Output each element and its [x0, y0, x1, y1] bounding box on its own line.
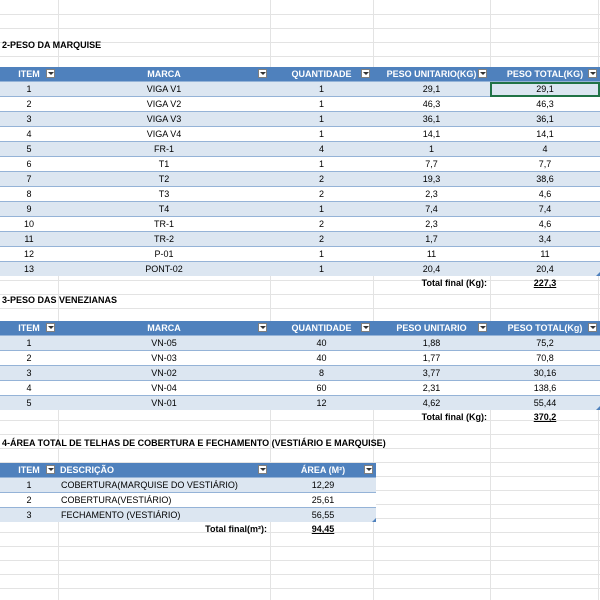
cell-item[interactable]: 7	[0, 172, 58, 187]
cell-peso-total[interactable]: 4,6	[490, 217, 600, 232]
cell-item[interactable]: 5	[0, 396, 58, 411]
table-resize-handle[interactable]	[372, 518, 376, 522]
cell-quantidade[interactable]: 4	[270, 142, 373, 157]
cell-peso-total[interactable]: 14,1	[490, 127, 600, 142]
cell-quantidade[interactable]: 1	[270, 262, 373, 277]
cell-peso-unitario[interactable]: 14,1	[373, 127, 490, 142]
cell-peso-unitario[interactable]: 7,4	[373, 202, 490, 217]
cell-peso-total[interactable]: 3,4	[490, 232, 600, 247]
filter-dropdown-icon[interactable]	[364, 465, 373, 474]
cell-marca[interactable]: T3	[58, 187, 270, 202]
cell-marca[interactable]: FR-1	[58, 142, 270, 157]
filter-dropdown-icon[interactable]	[478, 323, 487, 332]
cell-peso-unitario[interactable]: 20,4	[373, 262, 490, 277]
table-row	[0, 202, 600, 217]
cell-peso-unitario[interactable]: 2,3	[373, 217, 490, 232]
cell-item[interactable]: 2	[0, 351, 58, 366]
cell-item[interactable]: 2	[0, 493, 58, 508]
cell-peso-total[interactable]: 36,1	[490, 112, 600, 127]
table-row	[0, 366, 600, 381]
empty-cell[interactable]	[58, 276, 270, 290]
col-header-item[interactable]: ITEM	[0, 463, 58, 478]
table-row	[0, 478, 376, 493]
filter-dropdown-icon[interactable]	[478, 69, 487, 78]
cell-marca[interactable]: VN-02	[58, 366, 270, 381]
cell-quantidade[interactable]: 1	[270, 247, 373, 262]
total-value[interactable]: 227,3	[533, 278, 557, 288]
cell-peso-unitario[interactable]: 4,62	[373, 396, 490, 411]
table-row	[0, 262, 600, 277]
col-header-marca[interactable]: MARCA	[58, 321, 270, 336]
cell-peso-total[interactable]: 11	[490, 247, 600, 262]
header-row	[0, 463, 376, 478]
filter-dropdown-icon[interactable]	[588, 323, 597, 332]
cell-descricao[interactable]: FECHAMENTO (VESTIÁRIO)	[58, 508, 270, 523]
table-resize-handle[interactable]	[596, 406, 600, 410]
col-header-peso-total[interactable]: PESO TOTAL(KG)	[490, 67, 600, 82]
cell-peso-total[interactable]: 4,6	[490, 187, 600, 202]
cell-item[interactable]: 6	[0, 157, 58, 172]
cell-marca[interactable]: T2	[58, 172, 270, 187]
cell-marca[interactable]: VIGA V4	[58, 127, 270, 142]
cell-descricao[interactable]: COBERTURA(VESTIÁRIO)	[58, 493, 270, 508]
col-header-item[interactable]: ITEM	[0, 321, 58, 336]
filter-dropdown-icon[interactable]	[46, 465, 55, 474]
empty-cell[interactable]	[0, 410, 58, 424]
cell-peso-total[interactable]: 138,6	[490, 381, 600, 396]
filter-dropdown-icon[interactable]	[258, 465, 267, 474]
filter-dropdown-icon[interactable]	[258, 69, 267, 78]
table-row	[0, 97, 600, 112]
col-header-peso-total[interactable]: PESO TOTAL(Kg)	[490, 321, 600, 336]
cell-quantidade[interactable]: 2	[270, 232, 373, 247]
cell-marca[interactable]: VIGA V2	[58, 97, 270, 112]
cell-item[interactable]: 4	[0, 381, 58, 396]
filter-dropdown-icon[interactable]	[258, 323, 267, 332]
table-venezianas	[0, 321, 600, 424]
cell-marca[interactable]: T4	[58, 202, 270, 217]
total-value[interactable]: 370,2	[533, 412, 557, 422]
empty-cell[interactable]	[0, 522, 58, 536]
table-row	[0, 187, 600, 202]
cell-peso-unitario[interactable]: 1,88	[373, 336, 490, 351]
cell-item[interactable]: 11	[0, 232, 58, 247]
section-title-venezianas: 3-PESO DAS VENEZIANAS	[2, 295, 118, 305]
col-header-peso-unitario[interactable]: PESO UNITARIO(KG)	[373, 67, 490, 82]
table-row	[0, 112, 600, 127]
cell-item[interactable]: 13	[0, 262, 58, 277]
cell-item[interactable]: 8	[0, 187, 58, 202]
cell-peso-unitario[interactable]: 46,3	[373, 97, 490, 112]
cell-peso-unitario[interactable]: 1,7	[373, 232, 490, 247]
cell-item[interactable]: 3	[0, 508, 58, 523]
cell-peso-unitario[interactable]: 2,31	[373, 381, 490, 396]
table-row	[0, 232, 600, 247]
total-row	[0, 410, 600, 424]
cell-peso-total[interactable]: 20,4	[490, 262, 600, 277]
cell-quantidade[interactable]: 2	[270, 187, 373, 202]
cell-peso-unitario[interactable]: 1,77	[373, 351, 490, 366]
col-header-descricao[interactable]: DESCRIÇÃO	[58, 463, 270, 478]
header-row	[0, 321, 600, 336]
filter-dropdown-icon[interactable]	[46, 69, 55, 78]
cell-marca[interactable]: VN-03	[58, 351, 270, 366]
cell-item[interactable]: 5	[0, 142, 58, 157]
table-row	[0, 351, 600, 366]
cell-quantidade[interactable]: 1	[270, 157, 373, 172]
cell-peso-unitario[interactable]: 7,7	[373, 157, 490, 172]
empty-cell[interactable]	[270, 410, 373, 424]
table-row	[0, 127, 600, 142]
table-marquise	[0, 67, 600, 290]
cell-peso-total[interactable]: 7,7	[490, 157, 600, 172]
cell-peso-total[interactable]: 70,8	[490, 351, 600, 366]
table-row	[0, 172, 600, 187]
cell-marca[interactable]: TR-1	[58, 217, 270, 232]
col-header-quantidade[interactable]: QUANTIDADE	[270, 321, 373, 336]
cell-peso-total[interactable]: 4	[490, 142, 600, 157]
empty-cell[interactable]	[0, 276, 58, 290]
table-row	[0, 82, 600, 97]
cell-marca[interactable]: TR-2	[58, 232, 270, 247]
cell-item[interactable]: 2	[0, 97, 58, 112]
col-header-area[interactable]: ÁREA (M²)	[270, 463, 376, 478]
cell-item[interactable]: 9	[0, 202, 58, 217]
cell-peso-unitario[interactable]: 19,3	[373, 172, 490, 187]
col-header-peso-unitario[interactable]: PESO UNITARIO	[373, 321, 490, 336]
table-telhas	[0, 463, 376, 536]
col-header-item[interactable]: ITEM	[0, 67, 58, 82]
filter-dropdown-icon[interactable]	[46, 323, 55, 332]
cell-peso-total[interactable]: 30,16	[490, 366, 600, 381]
cell-quantidade[interactable]: 2	[270, 217, 373, 232]
cell-quantidade[interactable]: 1	[270, 202, 373, 217]
cell-peso-total[interactable]: 75,2	[490, 336, 600, 351]
empty-cell[interactable]	[58, 410, 270, 424]
cell-area[interactable]: 12,29	[270, 478, 376, 493]
cell-marca[interactable]: VN-05	[58, 336, 270, 351]
cell-peso-unitario[interactable]: 2,3	[373, 187, 490, 202]
total-value[interactable]: 94,45	[311, 524, 335, 534]
empty-cell[interactable]	[270, 276, 373, 290]
table-row	[0, 142, 600, 157]
cell-marca[interactable]: VIGA V1	[58, 82, 270, 97]
cell-marca[interactable]: VN-04	[58, 381, 270, 396]
table-resize-handle[interactable]	[596, 272, 600, 276]
cell-item[interactable]: 3	[0, 366, 58, 381]
cell-marca[interactable]: PONT-02	[58, 262, 270, 277]
total-label: Total final (Kg):	[421, 412, 487, 422]
cell-peso-total[interactable]: 7,4	[490, 202, 600, 217]
cell-item[interactable]: 1	[0, 336, 58, 351]
cell-quantidade[interactable]: 1	[270, 127, 373, 142]
col-header-marca[interactable]: MARCA	[58, 67, 270, 82]
cell-peso-total[interactable]: 55,44	[490, 396, 600, 411]
cell-peso-total[interactable]: 38,6	[490, 172, 600, 187]
table-row	[0, 396, 600, 411]
cell-descricao[interactable]: COBERTURA(MARQUISE DO VESTIÁRIO)	[58, 478, 270, 493]
cell-marca[interactable]: P-01	[58, 247, 270, 262]
cell-quantidade[interactable]: 40	[270, 336, 373, 351]
cell-quantidade[interactable]: 40	[270, 351, 373, 366]
section-title-telhas: 4-ÁREA TOTAL DE TELHAS DE COBERTURA E FECHAMENTO (VESTIÁRIO E MARQUISE)	[2, 438, 386, 448]
total-row	[0, 276, 600, 290]
section-title-marquise: 2-PESO DA MARQUISE	[2, 40, 102, 50]
cell-item[interactable]: 4	[0, 127, 58, 142]
table-row	[0, 508, 376, 523]
total-label: Total final (Kg):	[421, 278, 487, 288]
cell-quantidade[interactable]: 1	[270, 82, 373, 97]
col-header-quantidade[interactable]: QUANTIDADE	[270, 67, 373, 82]
total-label: Total final(m²):	[205, 524, 267, 534]
cell-peso-unitario[interactable]: 1	[373, 142, 490, 157]
header-row	[0, 67, 600, 82]
cell-quantidade[interactable]: 8	[270, 366, 373, 381]
cell-peso-total[interactable]: 46,3	[490, 97, 600, 112]
cell-area[interactable]: 56,55	[270, 508, 376, 523]
cell-item[interactable]: 3	[0, 112, 58, 127]
cell-marca[interactable]: VN-01	[58, 396, 270, 411]
cell-peso-unitario[interactable]: 29,1	[373, 82, 490, 97]
cell-quantidade[interactable]: 1	[270, 97, 373, 112]
cell-marca[interactable]: VIGA V3	[58, 112, 270, 127]
table-row	[0, 493, 376, 508]
cell-quantidade[interactable]: 1	[270, 112, 373, 127]
filter-dropdown-icon[interactable]	[361, 69, 370, 78]
filter-dropdown-icon[interactable]	[588, 69, 597, 78]
total-row	[0, 522, 376, 536]
cell-marca[interactable]: T1	[58, 157, 270, 172]
table-row	[0, 381, 600, 396]
cell-peso-unitario[interactable]: 36,1	[373, 112, 490, 127]
table-row	[0, 157, 600, 172]
filter-dropdown-icon[interactable]	[361, 323, 370, 332]
cell-area[interactable]: 25,61	[270, 493, 376, 508]
table-row	[0, 247, 600, 262]
cell-peso-unitario[interactable]: 3,77	[373, 366, 490, 381]
cell-item[interactable]: 1	[0, 478, 58, 493]
cell-item[interactable]: 12	[0, 247, 58, 262]
cell-quantidade[interactable]: 60	[270, 381, 373, 396]
cell-peso-unitario[interactable]: 11	[373, 247, 490, 262]
cell-peso-total[interactable]: 29,1	[490, 82, 600, 97]
table-row	[0, 217, 600, 232]
table-row	[0, 336, 600, 351]
cell-quantidade[interactable]: 12	[270, 396, 373, 411]
cell-item[interactable]: 10	[0, 217, 58, 232]
cell-item[interactable]: 1	[0, 82, 58, 97]
cell-quantidade[interactable]: 2	[270, 172, 373, 187]
